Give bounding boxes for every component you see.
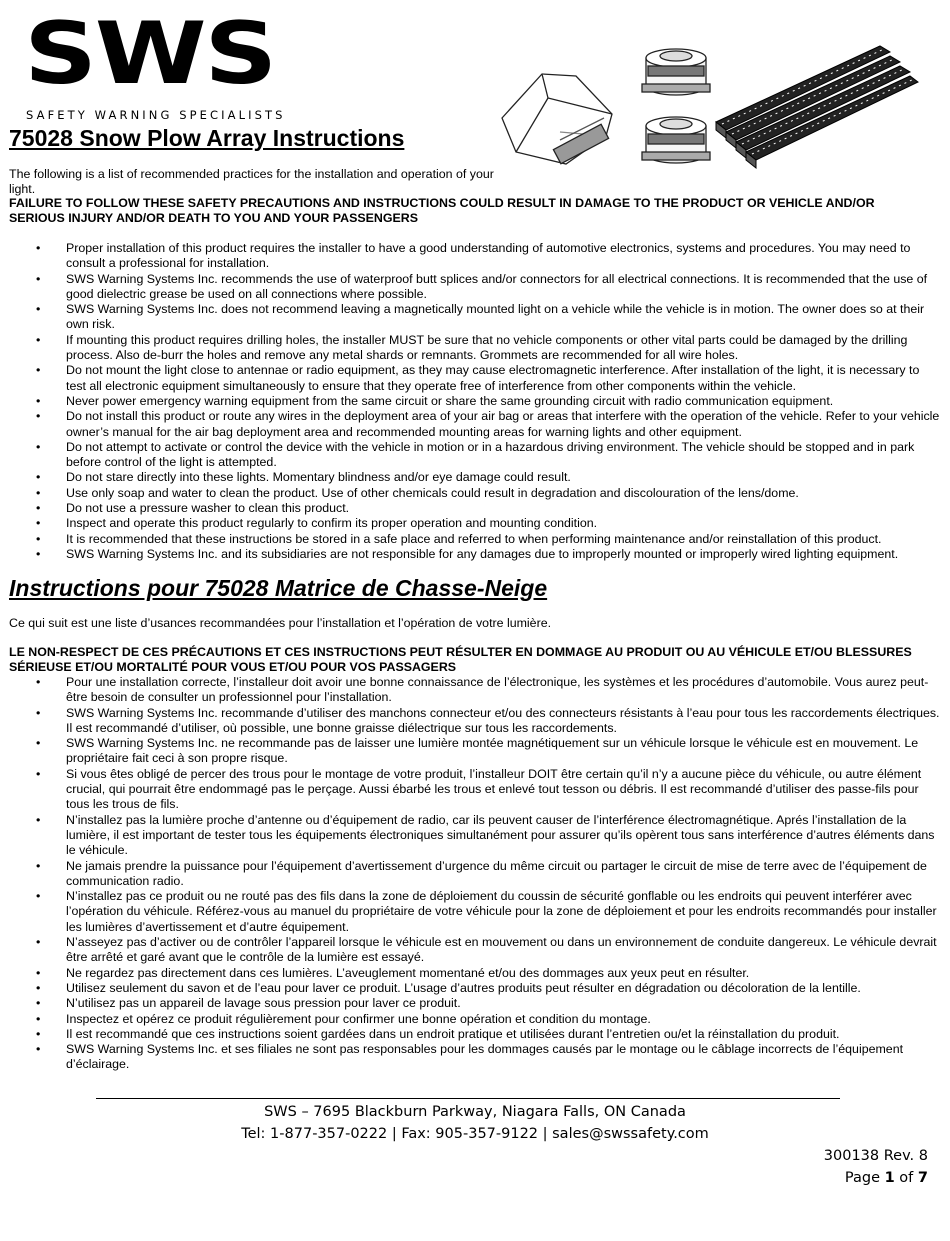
list-item: • It is recommended that these instructions be stored in a safe place and referred to when performing maintenance and/or reinstallation of this product. — [0, 532, 940, 547]
list-item: • SWS Warning Systems Inc. and its subsidiaries are not responsible for any damages due to improperly mounted or improperly wired lighting equipment. — [0, 547, 940, 562]
list-item: • SWS Warning Systems Inc. recommends the use of waterproof butt splices and/or connectors for all electrical connections. It is recommended that the use of good dielectric grease be used on all connections where possible. — [0, 272, 940, 303]
list-item: • Inspectez et opérez ce produit régulièrement pour confirmer une bonne opération et condition du montage. — [0, 1012, 940, 1027]
list-item: • N’utilisez pas un appareil de lavage sous pression pour laver ce produit. — [0, 996, 940, 1011]
list-item: • Never power emergency warning equipment from the same circuit or share the same grounding circuit with radio communication equipment. — [0, 394, 940, 409]
document-number: 300138 Rev. 8 — [823, 1148, 928, 1164]
beacon-top-image — [642, 49, 710, 95]
page-mid: of — [894, 1170, 918, 1186]
list-item: • Proper installation of this product requires the installer to have a good understanding of automotive electronics, systems and procedures. You may need to consult a professional for installation. — [0, 241, 940, 272]
beacon-bottom-image — [642, 117, 710, 163]
list-item: • Do not install this product or route any wires in the deployment area of your air bag or areas that interfere with the operation of the vehicle. Refer to your vehicle owner’s manual for the air bag deployment area and recommended mounting areas for warning lights and other equipment. — [0, 409, 940, 440]
page-number — [845, 1170, 928, 1186]
list-item: • Pour une installation correcte, l’installeur doit avoir une bonne connaissance de l’électronique, les systèmes et les procédures d’automobile. Vous aurez peut-être besoin de consulter un professionnel pour l’installation. — [0, 675, 940, 706]
footer-contact: Tel: 1-877-357-0222 | Fax: 905-357-9122 | sales@swssafety.com — [241, 1126, 709, 1142]
page-title-en: 75028 Snow Plow Array Instructions — [9, 125, 405, 151]
list-item: • Do not stare directly into these lights. Momentary blindness and/or eye damage could result. — [0, 470, 940, 485]
safety-warning-fr: LE NON-RESPECT DE CES PRÉCAUTIONS ET CES INSTRUCTIONS PEUT RÉSULTER EN DOMMAGE AU PRODUIT OU AU VÉHICULE ET/OU BLESSURES SÉRIEUSE ET/OU MORTALITÉ POUR VOUS ET/OU POUR VOS PASSAGERS — [9, 645, 912, 674]
instructions-list-fr — [0, 675, 940, 1073]
footer-divider — [96, 1098, 840, 1099]
list-item: • N’asseyez pas d’activer ou de contrôler l’appareil lorsque le véhicule est en mouvement ou dans un environnement de conduite dangereux. Le véhicule devrait être arrêté et garé avant que le contrôle de la lumière est essayé. — [0, 935, 940, 966]
instructions-list-en — [0, 241, 940, 562]
list-item: • Use only soap and water to clean the product. Use of other chemicals could result in degradation and discolouration of the lens/dome. — [0, 486, 940, 501]
safety-warning-en: FAILURE TO FOLLOW THESE SAFETY PRECAUTIONS AND INSTRUCTIONS COULD RESULT IN DAMAGE TO THE PRODUCT OR VEHICLE AND/OR SERIOUS INJURY AND/OR DEATH TO YOU AND YOUR PASSENGERS — [9, 196, 875, 225]
intro-text-fr: Ce qui suit est une liste d’usances recommandées pour l’installation et l’opération de votre lumière. — [9, 616, 552, 630]
list-item: • SWS Warning Systems Inc. ne recommande pas de laisser une lumière montée magnétiquement sur un véhicule lorsque le véhicule est en mouvement. Le propriétaire fait ceci à son propre risque. — [0, 736, 940, 767]
page-current: 1 — [884, 1170, 895, 1186]
list-item: • N’installez pas ce produit ou ne routé pas des fils dans la zone de déploiement du coussin de sécurité gonflable ou les endroits qui peuvent interférer avec l’opération du véhicule. Référez-vous au manuel du propriétaire de votre véhicule pour la zone de déploiement et pour les endroits recommandés pour installer les lumières d’avertissement et d’autre équipement. — [0, 889, 940, 935]
list-item: • Utilisez seulement du savon et de l’eau pour laver ce produit. L’usage d’autres produits peut résulter en dégradation ou décoloration de la lentille. — [0, 981, 940, 996]
list-item: • SWS Warning Systems Inc. recommande d’utiliser des manchons connecteur et/ou des connecteurs résistants à l’eau pour tous les raccordements électriques. Il est recommandé d’utiliser, où possible, une bonne graisse diélectrique sur tous les raccordements. — [0, 706, 940, 737]
list-item: • Inspect and operate this product regularly to confirm its proper operation and mounting condition. — [0, 516, 940, 531]
list-item: • Do not mount the light close to antennae or radio equipment, as they may cause electromagnetic interference. After installation of the light, it is necessary to test all electronic equipment simultaneously to ensure that they operate free of interference from other components within the vehicle. — [0, 363, 940, 394]
list-item: • Il est recommandé que ces instructions soient gardées dans un endroit pratique et utilisées durant l’entretien ou/et la réinstallation du produit. — [0, 1027, 940, 1042]
page-total: 7 — [917, 1170, 928, 1186]
logo-wordmark: SWS — [24, 4, 276, 104]
list-item: • N’installez pas la lumière proche d’antenne ou d’équipement de radio, car ils peuvent causer de l’interférence électromagnétique. Aprés l’installation de la lumière, il est important de tester tous les équipements électroniques simultanément pour assurer qu’ils opèrent tous sans interférence d’autres éléments dans le véhicule. — [0, 813, 940, 859]
footer-address: SWS – 7695 Blackburn Parkway, Niagara Falls, ON Canada — [264, 1104, 686, 1120]
list-item: • Ne jamais prendre la puissance pour l’équipement d’avertissement d’urgence du même circuit ou partager le circuit de mise de terre avec de l’équipement de communication radio. — [0, 859, 940, 890]
page-prefix: Page — [844, 1170, 885, 1186]
list-item: • Si vous êtes obligé de percer des trous pour le montage de votre produit, l’installeur DOIT être certain qu’il n’y a aucune pièce du véhicule, ou autre élément crucial, qui pourrait être endommagé pas le perçage. Aussi ébarbé les trous et enlevé tout tesson ou débris. Il est recommandé d’utiliser des passe-fils pour tous les trous de fils. — [0, 767, 940, 813]
list-item: • SWS Warning Systems Inc. et ses filiales ne sont pas responsables pour les dommages causés par le montage ou le câblage incorrects de l’équipement d’éclairage. — [0, 1042, 940, 1073]
logo-tagline: SAFETY WARNING SPECIALISTS — [26, 108, 286, 122]
section-title-fr: Instructions pour 75028 Matrice de Chasse-Neige — [9, 575, 548, 601]
intro-text-en: The following is a list of recommended practices for the installation and operation of your light. — [9, 167, 494, 196]
list-item: • If mounting this product requires drilling holes, the installer MUST be sure that no vehicle components or other vital parts could be damaged by the drilling process. Also de-burr the holes and remove any metal shards or remnants. Grommets are recommended for all wire holes. — [0, 333, 940, 364]
light-bar-image — [502, 74, 612, 164]
list-item: • Ne regardez pas directement dans ces lumières. L’aveuglement momentané et/ou des dommages aux yeux peut en résulter. — [0, 966, 940, 981]
led-sticks-image — [716, 46, 918, 168]
list-item: • SWS Warning Systems Inc. does not recommend leaving a magnetically mounted light on a vehicle while the vehicle is in motion. The owner does so at their own risk. — [0, 302, 940, 333]
product-illustration — [494, 40, 920, 170]
sws-logo — [24, 4, 286, 122]
list-item: • Do not attempt to activate or control the device with the vehicle in motion or in a hazardous driving environment. The vehicle should be stopped and in park before control of the light is attempted. — [0, 440, 940, 471]
list-item: • Do not use a pressure washer to clean this product. — [0, 501, 940, 516]
